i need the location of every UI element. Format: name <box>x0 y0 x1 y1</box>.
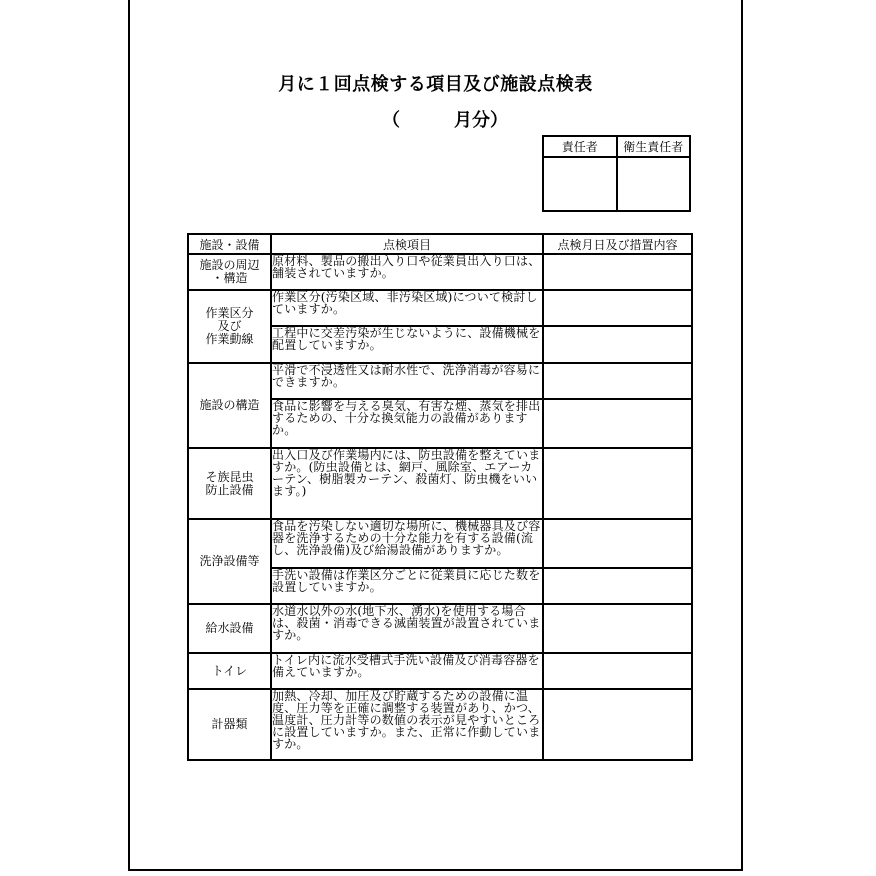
inspection-item: 工程中に交差汚染が生じないように、設備機械を配置していますか。 <box>271 326 543 363</box>
inspection-item: 加熱、冷却、加圧及び貯蔵するための設備に温度、圧力等を正確に調整する装置があり、かつ、温度計、圧力計等の数値の表示が見やすいところに設置していますか。また、正常に作動していますか。 <box>271 689 543 760</box>
inspection-table <box>187 233 693 761</box>
signoff-header-manager: 責任者 <box>543 136 617 157</box>
action-cell[interactable] <box>543 653 692 689</box>
header-inspection-item: 点検項目 <box>271 234 543 254</box>
facility-cell: 施設の周辺 ・構造 <box>188 254 271 290</box>
inspection-item: 食品を汚染しない適切な場所に、機械器具及び容器を洗浄するための十分な能力を有する設備(流し、洗浄設備)及び給湯設備がありますか。 <box>271 519 543 568</box>
action-cell[interactable] <box>543 326 692 363</box>
action-cell[interactable] <box>543 448 692 519</box>
table-row <box>188 689 692 760</box>
action-cell[interactable] <box>543 254 692 290</box>
facility-cell: 給水設備 <box>188 604 271 653</box>
inspection-item: トイレ内に流水受槽式手洗い設備及び消毒容器を備えていますか。 <box>271 653 543 689</box>
inspection-item: 出入口及び作業場内には、防虫設備を整えていますか。(防虫設備とは、網戸、風除室、エアーカーテン、樹脂製カーテン、殺菌灯、防虫機をいいます。) <box>271 448 543 519</box>
inspection-item: 食品に影響を与える臭気、有害な煙、蒸気を排出するための、十分な換気能力の設備がありますか。 <box>271 399 543 448</box>
action-cell[interactable] <box>543 290 692 326</box>
facility-cell: 計器類 <box>188 689 271 760</box>
facility-cell: 施設の構造 <box>188 363 271 448</box>
page-title: 月に１回点検する項目及び施設点検表 <box>278 74 593 95</box>
header-date-action: 点検月日及び措置内容 <box>543 234 692 254</box>
facility-cell: 作業区分 及び 作業動線 <box>188 290 271 363</box>
month-label: 月分） <box>454 110 508 131</box>
header-facility: 施設・設備 <box>188 234 271 254</box>
table-row <box>188 363 692 399</box>
facility-cell: トイレ <box>188 653 271 689</box>
signoff-stamp-manager[interactable] <box>543 157 617 211</box>
signoff-table <box>542 135 691 212</box>
document-page <box>128 0 743 871</box>
table-row <box>188 604 692 653</box>
table-row <box>188 290 692 326</box>
action-cell[interactable] <box>543 399 692 448</box>
month-open-paren: （ <box>382 110 400 131</box>
inspection-item: 平滑で不浸透性又は耐水性で、洗浄消毒が容易にできますか。 <box>271 363 543 399</box>
table-row <box>188 254 692 290</box>
signoff-stamp-hygiene-manager[interactable] <box>617 157 691 211</box>
inspection-item: 手洗い設備は作業区分ごとに従業員に応じた数を設置していますか。 <box>271 568 543 604</box>
month-heading <box>382 106 508 130</box>
inspection-item: 作業区分(汚染区域、非汚染区域)について検討していますか。 <box>271 290 543 326</box>
table-row <box>188 653 692 689</box>
action-cell[interactable] <box>543 363 692 399</box>
action-cell[interactable] <box>543 689 692 760</box>
signoff-header-hygiene-manager: 衛生責任者 <box>617 136 691 157</box>
inspection-item: 水道水以外の水(地下水、湧水)を使用する場合は、殺菌・消毒できる滅菌装置が設置されていますか。 <box>271 604 543 653</box>
facility-cell: 洗浄設備等 <box>188 519 271 604</box>
inspection-item: 原材料、製品の搬出入り口や従業員出入り口は、舗装されていますか。 <box>271 254 543 290</box>
facility-cell: そ族昆虫 防止設備 <box>188 448 271 519</box>
action-cell[interactable] <box>543 604 692 653</box>
action-cell[interactable] <box>543 568 692 604</box>
table-row <box>188 448 692 519</box>
table-row <box>188 519 692 568</box>
action-cell[interactable] <box>543 519 692 568</box>
